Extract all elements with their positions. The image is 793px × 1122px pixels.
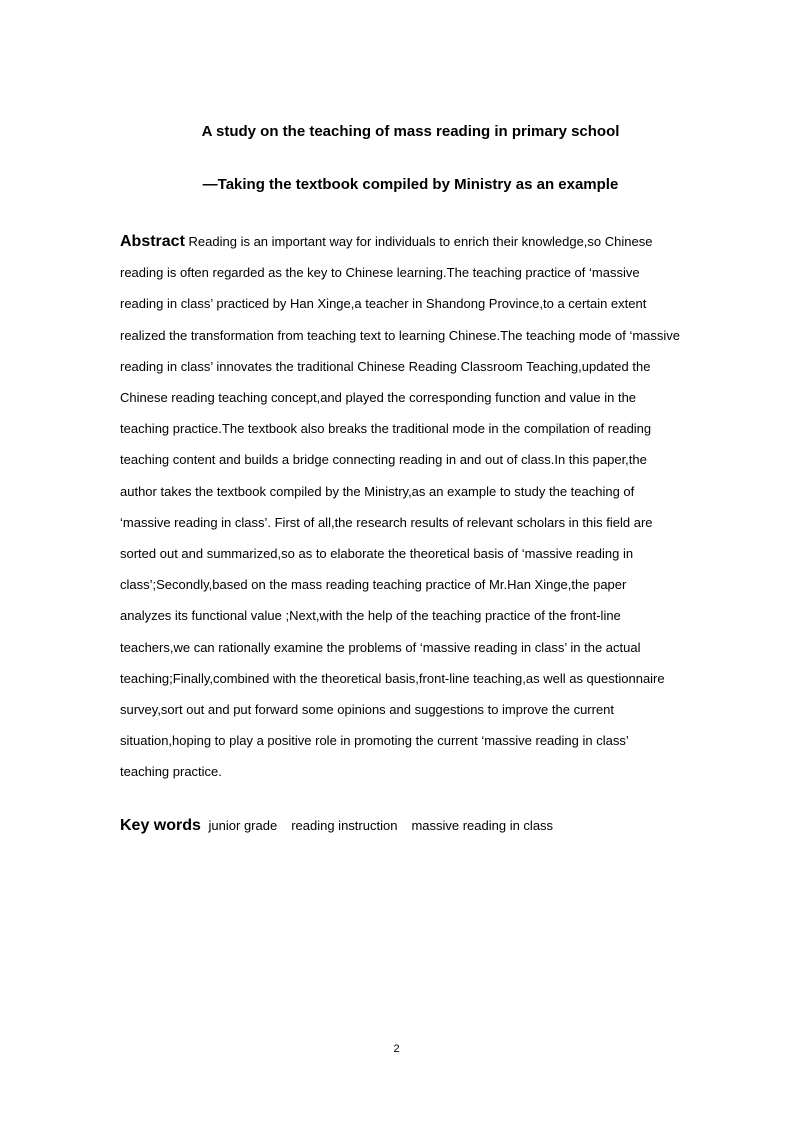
abstract-text: Reading is an important way for individuals to enrich their knowledge,so Chinese reading is often regarded as the key to Chinese learning.The teaching practice of ‘massive reading in class’ practiced by Han Xinge,a teacher in Shandong Province,to a certain extent realized the transformation from teaching text to learning Chinese.The teaching mode of ‘massive reading in class’ innovates the traditional Chinese Reading Classroom Teaching,updated the Chinese reading teaching concept,and played the corresponding function and value in the teaching practice.The textbook also breaks the traditional mode in the compilation of reading teaching content and builds a bridge connecting reading in and out of class.In this paper,the author takes the textbook compiled by the Ministry,as an example to study the teaching of ‘massive reading in class’. First of all,the research results of relevant scholars in this field are sorted out and summarized,so as to elaborate the theoretical basis of ‘massive reading in class’;Secondly,based on the mass reading teaching practice of Mr.Han Xinge,the paper analyzes its functional value ;Next,with the help of the teaching practice of the front-line teachers,we can rationally examine the problems of ‘massive reading in class’ in the actual teaching;Finally,combined with the theoretical basis,front-line teaching,as well as questionnaire survey,sort out and put forward some opinions and suggestions to improve the current situation,hoping to play a positive role in promoting the current ‘massive reading in class’ teaching practice. <box>120 234 681 780</box>
keyword-item: junior grade <box>208 818 278 833</box>
paper-subtitle: —Taking the textbook compiled by Ministry as an example <box>202 176 619 193</box>
paper-title: A study on the teaching of mass reading in primary school <box>201 123 620 140</box>
keywords-label: Key words <box>120 817 201 834</box>
keywords-section <box>120 814 680 838</box>
abstract-section <box>120 226 680 788</box>
keyword-item: reading instruction <box>291 818 398 833</box>
page-number: 2 <box>393 1043 400 1055</box>
abstract-label: Abstract <box>120 233 185 250</box>
keyword-item: massive reading in class <box>411 818 554 833</box>
